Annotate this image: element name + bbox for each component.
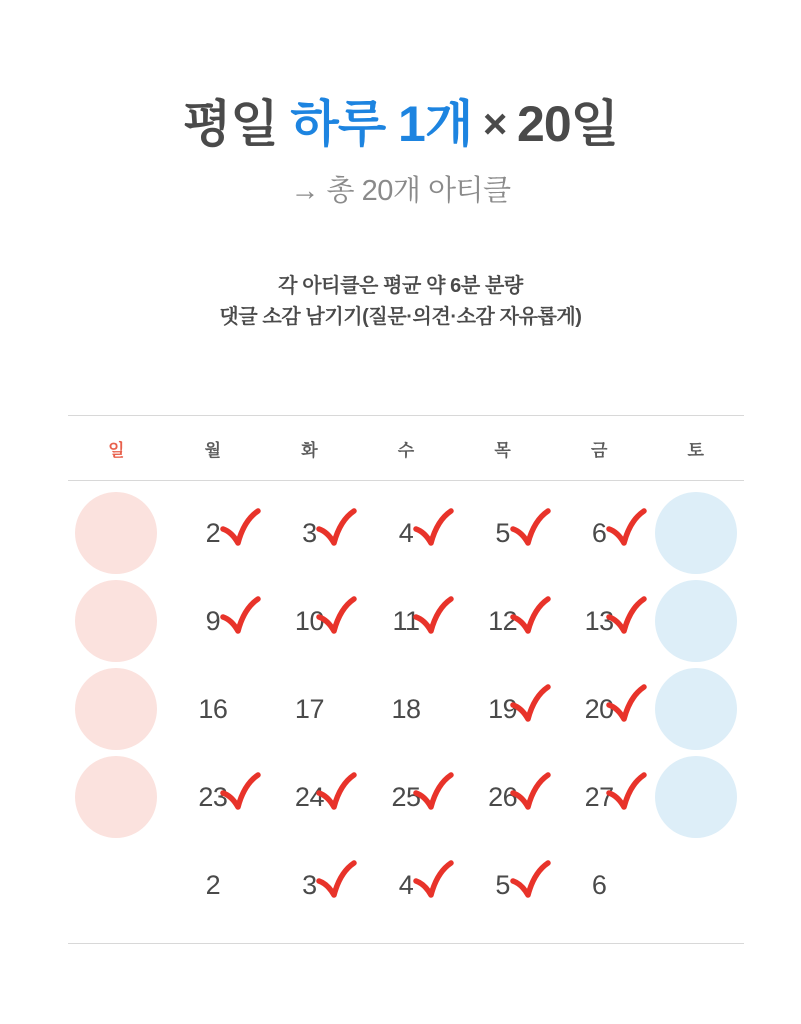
check-icon bbox=[315, 507, 357, 549]
calendar-day-cell[interactable] bbox=[551, 577, 648, 665]
calendar-day-cell[interactable] bbox=[358, 753, 455, 841]
day-number: 17 bbox=[294, 693, 324, 724]
calendar-day-cell[interactable] bbox=[358, 489, 455, 577]
day-number: 4 bbox=[398, 869, 414, 900]
day-number: 12 bbox=[488, 605, 518, 636]
title-part-2: 20일 bbox=[517, 96, 618, 152]
title-multiply-symbol: × bbox=[472, 100, 518, 147]
calendar-week-row bbox=[68, 841, 744, 929]
day-number: 2 bbox=[205, 517, 221, 548]
day-number: 6 bbox=[591, 869, 607, 900]
check-icon bbox=[219, 595, 261, 637]
day-number: 18 bbox=[391, 693, 421, 724]
calendar-day-cell[interactable] bbox=[647, 489, 744, 577]
calendar-day-cell[interactable] bbox=[165, 841, 262, 929]
check-icon bbox=[219, 507, 261, 549]
calendar-week-row bbox=[68, 489, 744, 577]
day-number: 20 bbox=[584, 693, 614, 724]
title-accent: 하루 1개 bbox=[290, 96, 473, 152]
day-number: 16 bbox=[198, 693, 228, 724]
check-icon bbox=[412, 859, 454, 901]
calendar-weekday-수: 수 bbox=[397, 440, 415, 460]
check-icon bbox=[509, 859, 551, 901]
day-number: 9 bbox=[205, 605, 221, 636]
day-number: 6 bbox=[591, 517, 607, 548]
check-icon bbox=[509, 507, 551, 549]
calendar-day-cell[interactable] bbox=[261, 489, 358, 577]
calendar-day-cell[interactable] bbox=[454, 841, 551, 929]
calendar-week-row bbox=[68, 665, 744, 753]
day-number: 19 bbox=[488, 693, 518, 724]
calendar-day-cell[interactable] bbox=[358, 841, 455, 929]
calendar-day-cell[interactable] bbox=[454, 577, 551, 665]
weekend-blob-blue bbox=[655, 580, 737, 662]
day-number: 27 bbox=[584, 781, 614, 812]
calendar-weekday-월: 월 bbox=[204, 440, 222, 460]
calendar-day-cell[interactable] bbox=[551, 489, 648, 577]
check-icon bbox=[315, 859, 357, 901]
calendar-weekday-일: 일 bbox=[108, 440, 125, 460]
calendar bbox=[68, 415, 744, 944]
calendar-day-cell[interactable] bbox=[647, 841, 744, 929]
note-block bbox=[0, 271, 801, 333]
calendar-day-cell[interactable] bbox=[261, 665, 358, 753]
calendar-day-cell[interactable] bbox=[261, 577, 358, 665]
day-number: 5 bbox=[495, 869, 510, 900]
calendar-day-cell[interactable] bbox=[551, 665, 648, 753]
calendar-week-row bbox=[68, 753, 744, 841]
calendar-day-cell[interactable] bbox=[165, 665, 262, 753]
weekend-blob-pink bbox=[75, 668, 157, 750]
day-number: 2 bbox=[205, 869, 221, 900]
calendar-day-cell[interactable] bbox=[165, 577, 262, 665]
title-part-1: 평일 bbox=[183, 96, 291, 152]
weekend-blob-blue bbox=[655, 492, 737, 574]
check-icon bbox=[412, 507, 454, 549]
calendar-weekday-header bbox=[68, 416, 744, 480]
day-number: 4 bbox=[398, 517, 414, 548]
calendar-weekday-화: 화 bbox=[301, 440, 318, 460]
calendar-bottom-divider bbox=[68, 943, 744, 944]
calendar-weekday-토: 토 bbox=[687, 440, 704, 460]
calendar-day-cell[interactable] bbox=[261, 753, 358, 841]
calendar-day-cell[interactable] bbox=[647, 577, 744, 665]
day-number: 5 bbox=[495, 517, 510, 548]
note-line-2: 댓글 소감 남기기(질문·의견·소감 자유롭게) bbox=[219, 305, 582, 328]
calendar-day-cell[interactable] bbox=[358, 577, 455, 665]
note-line-1: 각 아티클은 평균 약 6분 분량 bbox=[278, 274, 523, 297]
calendar-day-cell[interactable] bbox=[647, 665, 744, 753]
calendar-weekday-금: 금 bbox=[590, 440, 608, 460]
day-number: 26 bbox=[488, 781, 518, 812]
weekend-blob-pink bbox=[75, 492, 157, 574]
weekend-blob-blue bbox=[655, 756, 737, 838]
calendar-day-cell[interactable] bbox=[454, 753, 551, 841]
calendar-day-cell[interactable] bbox=[68, 841, 165, 929]
calendar-day-cell[interactable] bbox=[68, 753, 165, 841]
day-number: 13 bbox=[584, 605, 614, 636]
calendar-day-cell[interactable] bbox=[68, 577, 165, 665]
calendar-body bbox=[68, 481, 744, 929]
day-number: 11 bbox=[392, 605, 420, 636]
page-subtitle: → 총 20개 아티클 bbox=[290, 174, 511, 207]
day-number: 10 bbox=[294, 605, 324, 636]
calendar-day-cell[interactable] bbox=[165, 753, 262, 841]
calendar-day-cell[interactable] bbox=[261, 841, 358, 929]
calendar-day-cell[interactable] bbox=[454, 489, 551, 577]
calendar-weekday-목: 목 bbox=[494, 440, 511, 460]
calendar-day-cell[interactable] bbox=[647, 753, 744, 841]
check-icon bbox=[605, 507, 647, 549]
day-number: 25 bbox=[391, 781, 421, 812]
page-title bbox=[0, 0, 801, 154]
calendar-day-cell[interactable] bbox=[165, 489, 262, 577]
weekend-blob-blue bbox=[655, 668, 737, 750]
weekend-blob-pink bbox=[75, 756, 157, 838]
calendar-day-cell[interactable] bbox=[551, 753, 648, 841]
calendar-day-cell[interactable] bbox=[68, 665, 165, 753]
calendar-week-row bbox=[68, 577, 744, 665]
day-number: 3 bbox=[302, 869, 317, 900]
day-number: 24 bbox=[294, 781, 324, 812]
calendar-day-cell[interactable] bbox=[358, 665, 455, 753]
calendar-day-cell[interactable] bbox=[551, 841, 648, 929]
weekend-blob-pink bbox=[75, 580, 157, 662]
calendar-day-cell[interactable] bbox=[68, 489, 165, 577]
calendar-day-cell[interactable] bbox=[454, 665, 551, 753]
day-number: 3 bbox=[302, 517, 317, 548]
day-number: 23 bbox=[198, 781, 228, 812]
